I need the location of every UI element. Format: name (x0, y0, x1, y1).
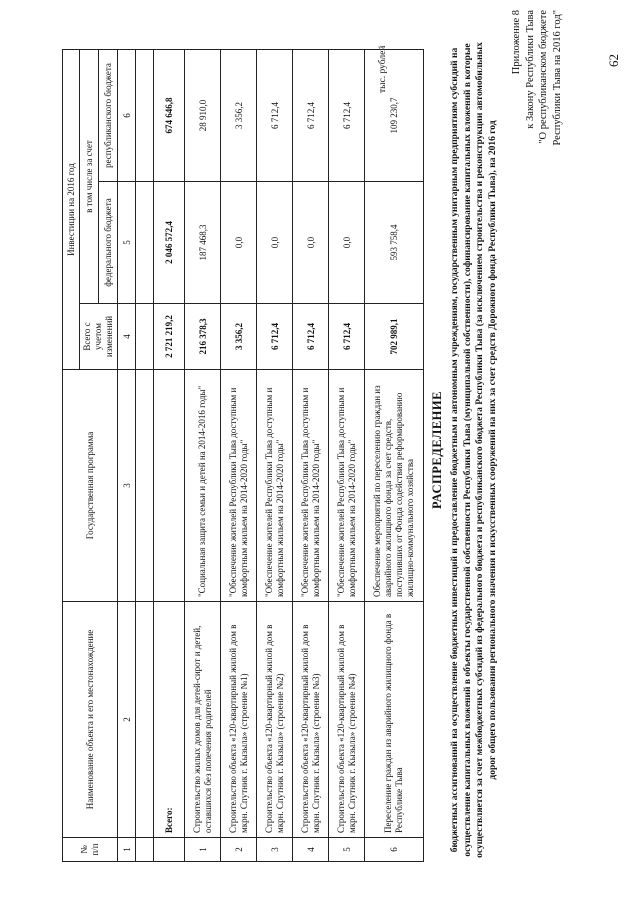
row-republican: 6 712,4 (257, 49, 293, 181)
table-row (257, 49, 293, 861)
row-federal: 187 468,3 (185, 182, 221, 304)
document-heading (430, 35, 499, 865)
row-num: 1 (185, 838, 221, 862)
column-number: 1 (118, 838, 136, 862)
row-total: 6 712,4 (257, 304, 293, 370)
row-object-name: Строительство жилых домов для детей-сирот и детей, оставшихся без попечения родителей (185, 602, 221, 838)
page-number: 62 (606, 54, 621, 67)
column-number: 2 (118, 602, 136, 838)
investment-table (62, 49, 424, 862)
row-object-name: Строительство объекта «120-квартирный жилой дом в мкрн. Спутник г. Кызыла» (строение №2) (257, 602, 293, 838)
row-program: "Обеспечение жителей Республики Тыва доступным и комфортным жильем на 2014-2020 годы" (329, 370, 365, 602)
row-federal: 0,0 (293, 182, 329, 304)
table-row (293, 49, 329, 861)
table-row (221, 49, 257, 861)
row-program: "Социальная защита семьи и детей на 2014-2016 годы" (185, 370, 221, 602)
column-number: 5 (118, 182, 136, 304)
row-total: 6 712,4 (293, 304, 329, 370)
row-total: 216 378,3 (185, 304, 221, 370)
row-federal: 0,0 (329, 182, 365, 304)
header-total-changes: Всего с учетом изменений (80, 304, 118, 370)
row-num: 4 (293, 838, 329, 862)
row-republican: 28 910,0 (185, 49, 221, 181)
column-number: 6 (118, 49, 136, 181)
row-republican: 6 712,4 (293, 49, 329, 181)
column-number: 3 (118, 370, 136, 602)
header-republican: республиканского бюджета (99, 49, 118, 181)
table-row (329, 49, 365, 861)
row-program: "Обеспечение жителей Республики Тыва доступным и комфортным жильем на 2014-2020 годы" (257, 370, 293, 602)
row-num: 6 (365, 838, 424, 862)
row-num: 3 (257, 838, 293, 862)
header-including: в том числе за счет (80, 49, 99, 303)
header-num: № п/п (63, 838, 118, 862)
row-object-name: Строительство объекта «120-квартирный жилой дом в мкрн. Спутник г. Кызыла» (строение №3) (293, 602, 329, 838)
row-republican: 109 230,7 (365, 49, 424, 181)
appendix-line-4: Республики Тыва на 2016 год" (551, 10, 563, 146)
total-federal: 2 046 572,4 (154, 182, 185, 304)
units-label: тыс. рублей (378, 45, 388, 93)
row-object-name: Переселение граждан из аварийного жилищного фонда в Республике Тыва (365, 602, 424, 838)
appendix-line-2: к Закону Республики Тыва (524, 10, 536, 129)
row-republican: 6 712,4 (329, 49, 365, 181)
appendix-line-1: Приложение 8 (511, 10, 522, 75)
appendix-line-3: "О республиканском бюджете (538, 10, 549, 144)
row-num: 2 (221, 838, 257, 862)
spacer-row (136, 49, 154, 861)
row-program: Обеспечение мероприятий по переселению граждан из аварийного жилищного фонда за счет средств, поступивших от Фонда содействия реформированию жилищно-коммунального хозяйства (365, 370, 424, 602)
header-federal: федерального бюджета (99, 182, 118, 304)
row-num: 5 (329, 838, 365, 862)
table-row (365, 49, 424, 861)
total-sum: 2 721 219,2 (154, 304, 185, 370)
row-federal: 593 758,4 (365, 182, 424, 304)
header-investments: Инвестиции на 2016 год (63, 49, 80, 369)
document-subtitle: бюджетных ассигнований на осуществление бюджетных инвестиций и предоставление бюджетным и автономным учреждениям, государственным унитарным предприятиям субсидий на осуществление капитальных вложений в объекты государственной собственности Республики Тыва (муниципальной собственности), софинансирование капитальных вложений в которые осуществляется за счет межбюджетных субсидий из федерального бюджета и республиканского бюджета Республики Тыва (за исключением строительства и реконструкции автомобильных дорог общего пользования регионального значения и искусственных сооружений на них за счет средств Дорожного фонда Республики Тыва), на 2016 год (450, 42, 498, 858)
row-total: 6 712,4 (329, 304, 365, 370)
row-program: "Обеспечение жителей Республики Тыва доступным и комфортным жильем на 2014-2020 годы" (293, 370, 329, 602)
total-republican: 674 646,8 (154, 49, 185, 181)
row-program: "Обеспечение жителей Республики Тыва доступным и комфортным жильем на 2014-2020 годы" (221, 370, 257, 602)
table-row (185, 49, 221, 861)
appendix-note (510, 10, 564, 180)
total-label: Всего: (154, 602, 185, 838)
column-number: 4 (118, 304, 136, 370)
row-object-name: Строительство объекта «120-квартирный жилой дом в мкрн. Спутник г. Кызыла» (строение №1) (221, 602, 257, 838)
header-object-name: Наименование объекта и его местонахождение (63, 602, 118, 838)
header-program: Государственная программа (63, 370, 118, 602)
row-federal: 0,0 (221, 182, 257, 304)
row-total: 702 989,1 (365, 304, 424, 370)
total-row (154, 49, 185, 861)
row-object-name: Строительство объекта «120-квартирный жилой дом в мкрн. Спутник г. Кызыла» (строение №4) (329, 602, 365, 838)
document-title: РАСПРЕДЕЛЕНИЕ (430, 391, 444, 509)
row-federal: 0,0 (257, 182, 293, 304)
row-republican: 3 356,2 (221, 49, 257, 181)
row-total: 3 356,2 (221, 304, 257, 370)
